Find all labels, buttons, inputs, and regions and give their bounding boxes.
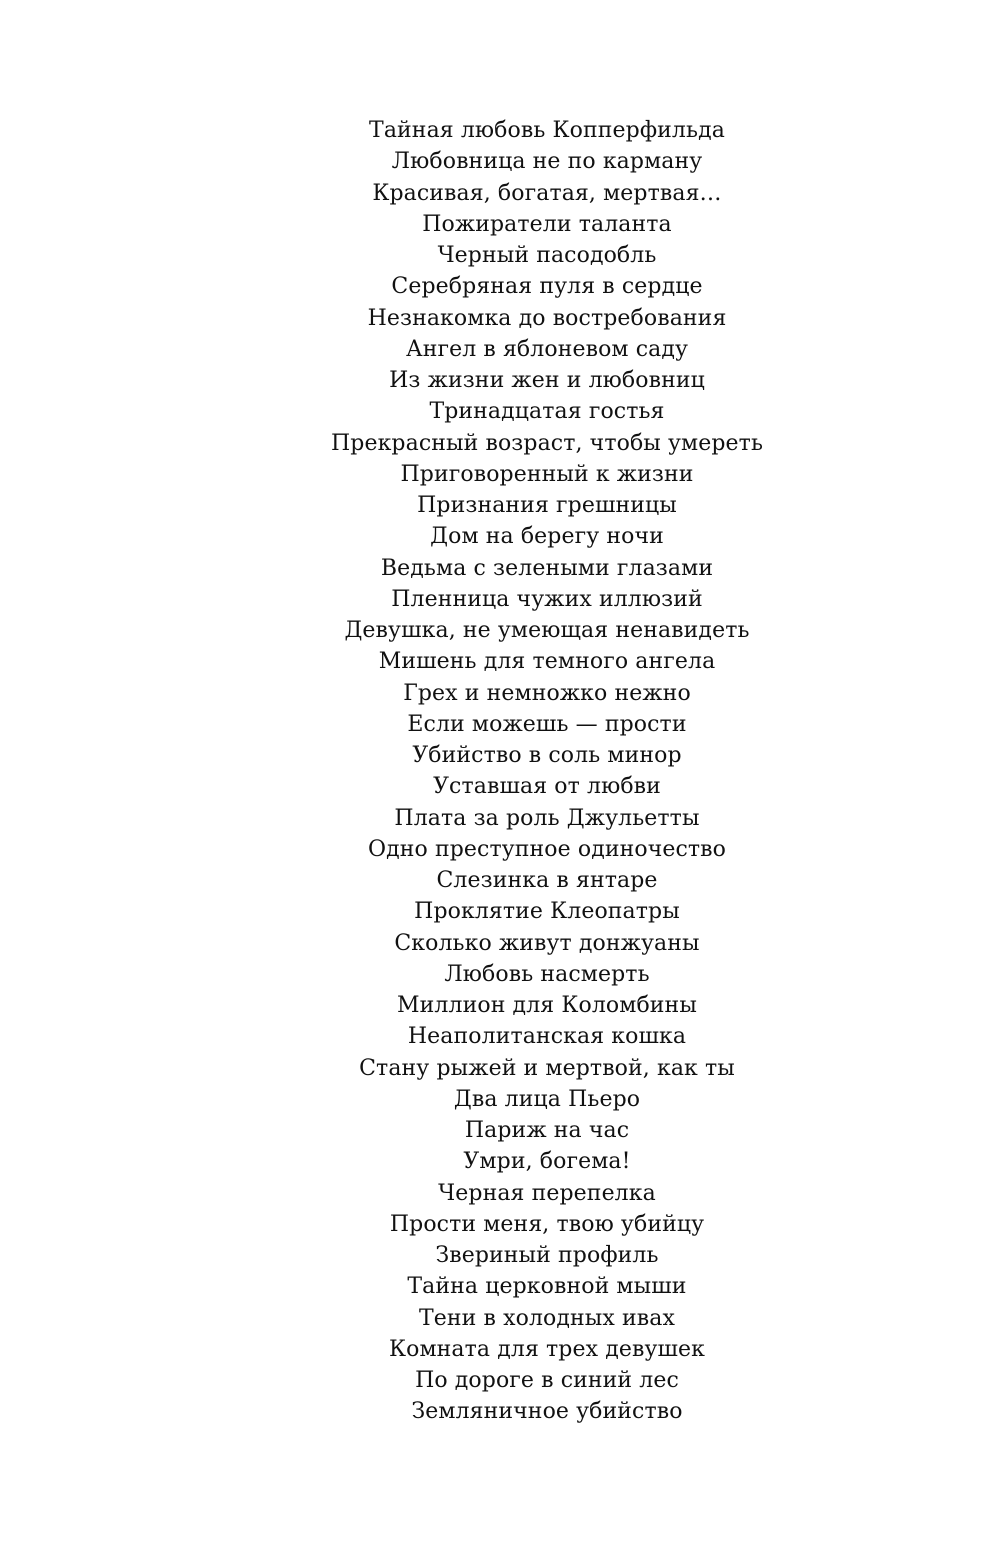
book-title-item: Любовница не по карману bbox=[391, 149, 703, 175]
book-title-item: Признания грешницы bbox=[417, 493, 677, 518]
book-title-item: Тени в холодных ивах bbox=[419, 1305, 675, 1331]
book-title-item: Прекрасный возраст, чтобы умереть bbox=[330, 430, 764, 456]
book-title-item: Черный пасодобль bbox=[437, 243, 657, 268]
book-title-item: Тайна церковной мыши bbox=[407, 1274, 687, 1300]
book-title-item: Тайная любовь Копперфильда bbox=[369, 118, 725, 143]
book-title-item: Два лица Пьеро bbox=[453, 1086, 641, 1112]
book-title-item: Ведьма с зелеными глазами bbox=[380, 555, 714, 581]
book-title-item: Прости меня, твою убийцу bbox=[389, 1211, 705, 1237]
book-title-item: Дом на берегу ночи bbox=[430, 524, 664, 550]
book-title-item: Мишень для темного ангела bbox=[378, 649, 716, 675]
book-title-item: Убийство в соль минор bbox=[412, 743, 682, 768]
book-title-item: Париж на час bbox=[464, 1118, 630, 1143]
book-title-item: Плата за роль Джульетты bbox=[394, 805, 700, 831]
book-title-item: Пожиратели таланта bbox=[422, 211, 672, 237]
book-title-item: Сколько живут донжуаны bbox=[394, 930, 700, 956]
book-title-item: Серебряная пуля в сердце bbox=[391, 274, 703, 300]
book-title-item: Звериный профиль bbox=[435, 1243, 659, 1268]
book-title-item: Миллион для Коломбины bbox=[397, 993, 697, 1018]
book-title-item: Приговоренный к жизни bbox=[400, 461, 694, 487]
book-title-item: Стану рыжей и мертвой, как ты bbox=[359, 1055, 735, 1081]
book-title-item: Незнакомка до востребования bbox=[367, 305, 727, 331]
book-title-item: Комната для трех девушек bbox=[388, 1336, 706, 1362]
book-title-item: Умри, богема! bbox=[463, 1149, 631, 1175]
book-title-item: Уставшая от любви bbox=[433, 774, 661, 800]
book-title-item: Тринадцатая гостья bbox=[429, 399, 665, 425]
book-title-list bbox=[0, 115, 1000, 1428]
book-title-item: Земляничное убийство bbox=[411, 1399, 683, 1425]
book-title-item: Одно преступное одиночество bbox=[367, 836, 727, 862]
book-title-item: Неаполитанская кошка bbox=[407, 1024, 687, 1050]
book-title-item: Проклятие Клеопатры bbox=[414, 899, 680, 925]
book-title-item: По дороге в синий лес bbox=[415, 1368, 679, 1393]
book-title-item: Пленница чужих иллюзий bbox=[391, 586, 703, 612]
book-title-item: Ангел в яблоневом саду bbox=[405, 336, 689, 362]
book-title-item: Грех и немножко нежно bbox=[403, 680, 691, 706]
book-title-item: Черная перепелка bbox=[438, 1180, 656, 1206]
book-title-item: Девушка, не умеющая ненавидеть bbox=[344, 618, 750, 643]
book-title-item: Из жизни жен и любовниц bbox=[389, 368, 705, 393]
book-title-item: Красивая, богатая, мертвая… bbox=[372, 180, 722, 206]
book-title-item: Любовь насмерть bbox=[444, 961, 650, 987]
book-title-item: Если можешь — прости bbox=[407, 711, 687, 737]
book-title-item: Слезинка в янтаре bbox=[436, 868, 658, 893]
